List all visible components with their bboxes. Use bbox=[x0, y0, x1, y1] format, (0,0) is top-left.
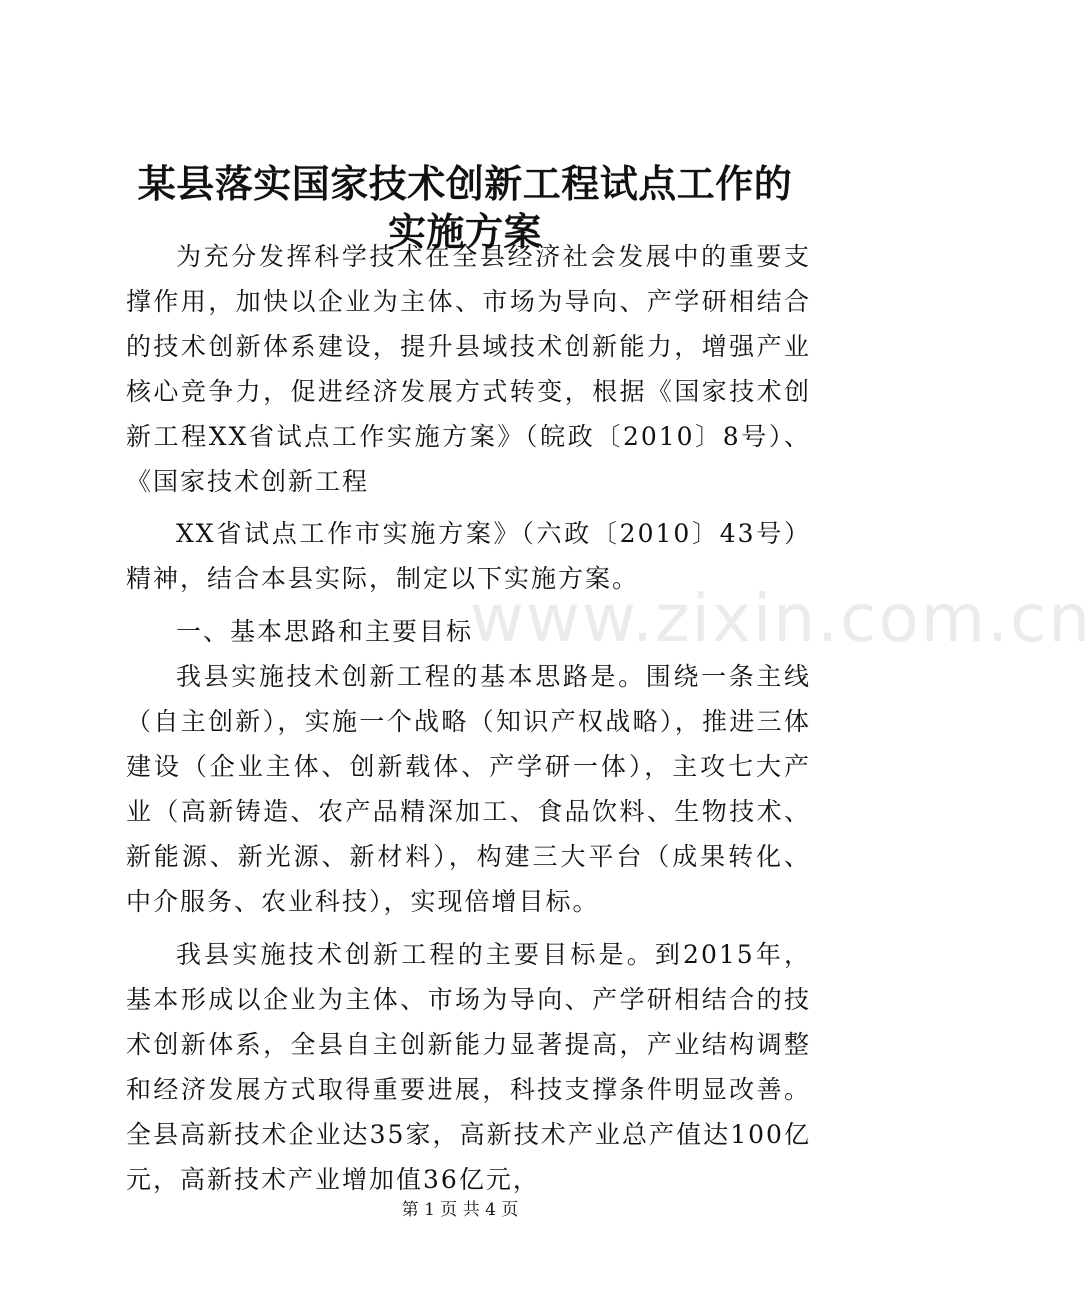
paragraph-intro: 为充分发挥科学技术在全县经济社会发展中的重要支撑作用，加快以企业为主体、市场为导向、产学研相结合的技术创新体系建设，提升县域技术创新能力，增强产业核心竞争力，促进经济发展方式转变，根据《国家技术创新工程XX省试点工作实施方案》（皖政〔2010〕8号）、《国家技术创新工程 bbox=[126, 242, 811, 496]
document-body bbox=[126, 234, 811, 1202]
paragraph-main-goals: 我县实施技术创新工程的主要目标是。到2015年，基本形成以企业为主体、市场为导向、产学研相结合的技术创新体系，全县自主创新能力显著提高，产业结构调整和经济发展方式取得重要进展，科技支撑条件明显改善。全县高新技术企业达35家，高新技术产业总产值达100亿元，高新技术产业增加值36亿元， bbox=[126, 940, 811, 1194]
section-heading-1: 一、基本思路和主要目标 bbox=[176, 617, 474, 646]
document-title: 某县落实国家技术创新工程试点工作的实施方案 bbox=[137, 161, 793, 254]
paragraph-basis: XX省试点工作市实施方案》（六政〔2010〕43号）精神，结合本县实际，制定以下实施方案。 bbox=[126, 519, 811, 593]
page-footer: 第 1 页 共 4 页 bbox=[401, 1200, 519, 1220]
watermark-logo: www.zixin.com.cn bbox=[470, 580, 1092, 657]
paragraph-basic-approach: 我县实施技术创新工程的基本思路是。围绕一条主线（自主创新），实施一个战略（知识产权战略），推进三体建设（企业主体、创新载体、产学研一体），主攻七大产业（高新铸造、农产品精深加工、食品饮料、生物技术、新能源、新光源、新材料），构建三大平台（成果转化、中介服务、农业科技），实现倍增目标。 bbox=[126, 662, 811, 916]
